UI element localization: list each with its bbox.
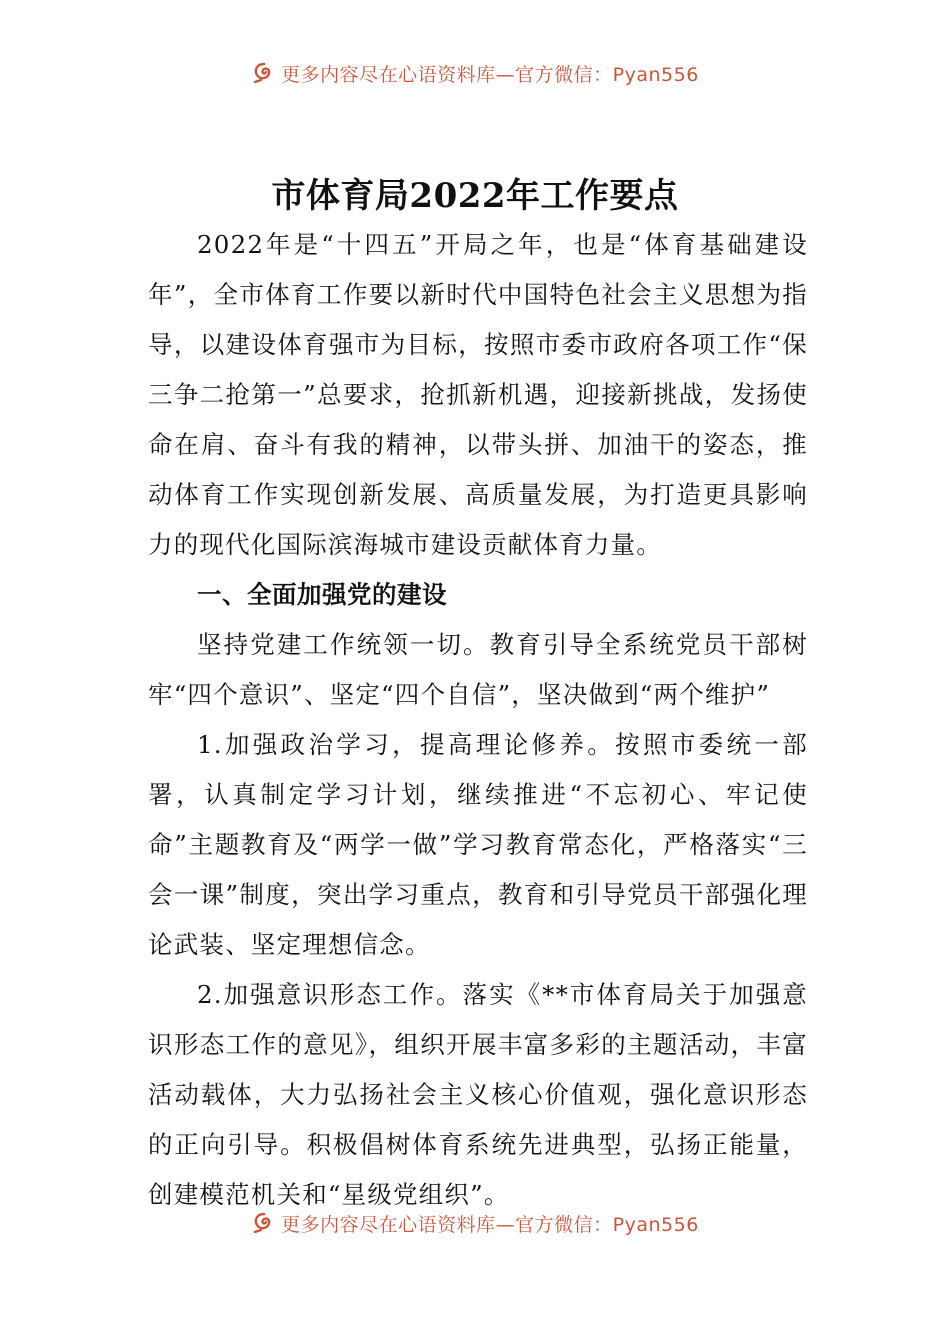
spiral-logo-icon: [251, 60, 277, 86]
item-2-paragraph: 2.加强意识形态工作。落实《**市体育局关于加强意识形态工作的意见》，组织开展丰富多彩的主题活动，丰富活动载体，大力弘扬社会主义核心价值观，强化意识形态的正向引导。积极倡树体育系统先进典型，弘扬正能量，创建模范机关和“星级党组织”。: [148, 980, 808, 1209]
intro-paragraph: 2022年是“十四五”开局之年，也是“体育基础建设年”，全市体育工作要以新时代中国特色社会主义思想为指导，以建设体育强市为目标，按照市委市政府各项工作“保三争二抢第一”总要求，抢抓新机遇，迎接新挑战，发扬使命在肩、奋斗有我的精神，以带头拼、加油干的姿态，推动体育工作实现创新发展、高质量发展，为打造更具影响力的现代化国际滨海城市建设贡献体育力量。: [148, 230, 808, 559]
section-intro-paragraph: 坚持党建工作统领一切。教育引导全系统党员干部树牢“四个意识”、坚定“四个自信”，坚决做到“两个维护”: [148, 630, 808, 709]
header-watermark: [0, 58, 950, 88]
watermark-text: 更多内容尽在心语资料库—官方微信：Pyan556: [281, 63, 699, 86]
document-body: [148, 220, 808, 1220]
watermark-text: 更多内容尽在心语资料库—官方微信：Pyan556: [281, 1213, 699, 1236]
item-1-paragraph: 1.加强政治学习，提高理论修养。按照市委统一部署，认真制定学习计划，继续推进“不忘初心、牢记使命”主题教育及“两学一做”学习教育常态化，严格落实“三会一课”制度，突出学习重点，教育和引导党员干部强化理论武装、坚定理想信念。: [148, 730, 808, 959]
footer-watermark: [0, 1208, 950, 1238]
document-title: 市体育局2022年工作要点: [271, 176, 679, 216]
section-heading: 一、全面加强党的建设: [197, 580, 447, 609]
spiral-logo-icon: [251, 1210, 277, 1236]
